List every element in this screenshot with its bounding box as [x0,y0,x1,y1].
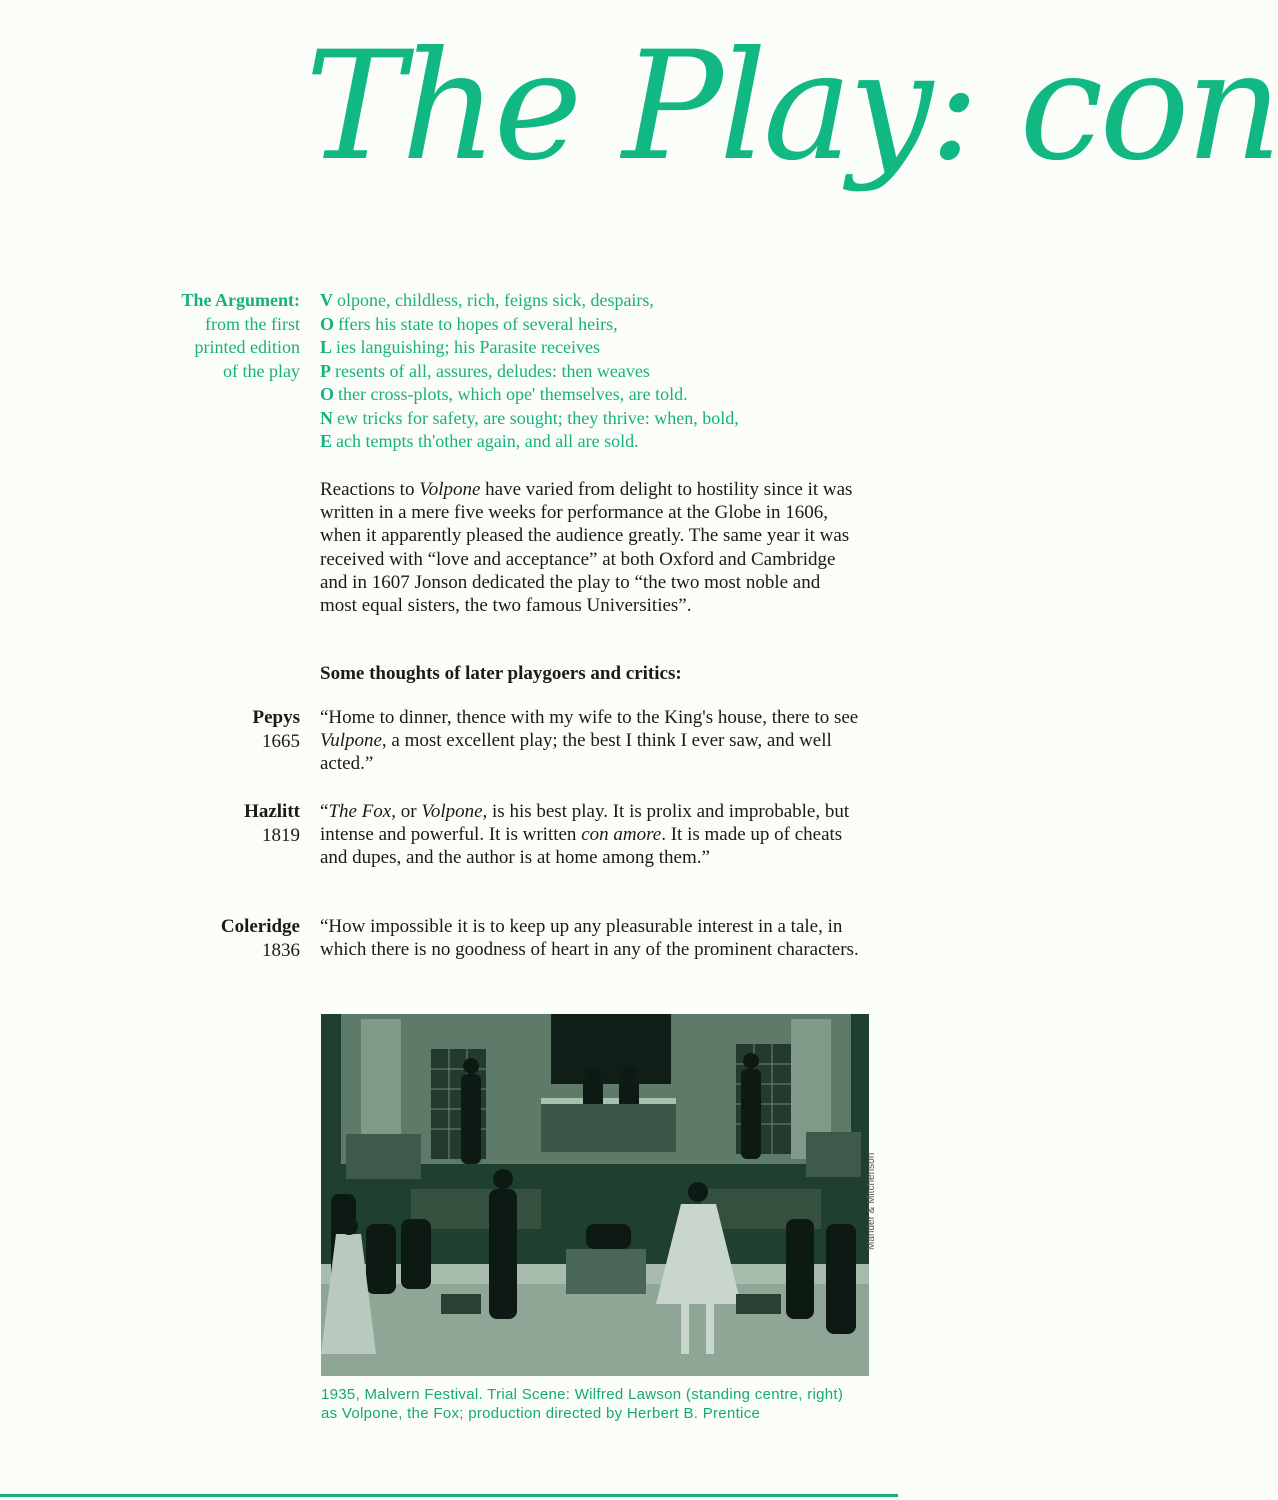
acrostic-line [320,289,880,313]
quote-text: , a most excellent play; the best I think I ever saw, and well acted.” [320,730,832,775]
intro-text: Reactions to [320,479,420,500]
argument-subline: printed edition [194,337,300,357]
critic-quote [320,800,865,870]
acrostic-text: ach tempts th'other again, and all are sold. [336,431,639,451]
intro-text: have varied from delight to hostility since it was written in a mere five weeks for performance at the Globe in 1606, when it apparently pleased the audience greatly. The same year it was received with “love and acceptance” at both Oxford and Cambridge and in 1607 Jonson dedicated the play to “the two most noble and most equal sisters, the two famous Universities”. [320,479,853,617]
acrostic-initial: P [320,360,331,381]
intro-paragraph [320,478,860,617]
critics-subheading: Some thoughts of later playgoers and critics: [320,663,682,684]
acrostic-initial: O [320,384,335,404]
quote-text: . It is made up of cheats and dupes, and the author is at home among them.” [320,824,843,869]
critic-year: 1836 [262,940,300,961]
argument-subline: of the play [223,360,300,381]
argument-heading: The Argument: [181,290,300,310]
page-title: The Play: con [305,20,1278,194]
critic-quote: “How impossible it is to keep up any pleasurable interest in a tale, in which there is no goodness of heart in any of the prominent characters. [320,916,859,961]
quote-italic: con amore [581,824,662,846]
quote-italic: Volpone [421,801,483,822]
stage-scene-illustration [321,1014,869,1376]
quote-text: “ [320,801,329,822]
acrostic-line [320,383,880,407]
acrostic-text: ies languishing; his Parasite receives [336,337,600,357]
argument-label [110,289,300,383]
quote-italic: The Fox [328,801,392,822]
critic-name: Coleridge [220,916,300,937]
acrostic-initial: O [320,313,335,334]
acrostic-initial: V [320,290,333,310]
bottom-divider [0,1494,898,1497]
argument-subline: from the first [205,313,300,334]
argument-acrostic [320,289,880,454]
quote-text: , or [391,801,422,822]
quote-text: , is his best play. It is prolix and improbable, but intense and powerful. It is written [320,801,850,846]
quote-text: “Home to dinner, thence with my wife to the King's house, there to see [320,707,859,728]
stage-photograph [321,1014,869,1376]
acrostic-text: ew tricks for safety, are sought; they thrive: when, bold, [337,407,739,428]
quote-italic: Vulpone [320,730,382,752]
critic-year: 1665 [262,731,300,752]
photo-caption: 1935, Malvern Festival. Trial Scene: Wilfred Lawson (standing centre, right) as Volpone, the Fox; production directed by Herbert B. Prentice [321,1386,844,1422]
acrostic-text: ther cross-plots, which ope' themselves, are told. [338,384,688,404]
critic-name: Pepys [252,707,300,728]
acrostic-line [320,407,880,431]
acrostic-initial: L [320,337,333,357]
acrostic-line [320,336,880,360]
acrostic-text: olpone, childless, rich, feigns sick, despairs, [337,290,654,310]
acrostic-text: ffers his state to hopes of several heirs, [338,313,618,334]
acrostic-line [320,360,880,384]
critic-year: 1819 [262,825,300,846]
acrostic-initial: N [320,407,333,428]
acrostic-text: resents of all, assures, deludes: then weaves [335,360,650,381]
photo-credit: Mander & Mitchenson [866,1152,877,1250]
critic-name: Hazlitt [244,801,300,822]
acrostic-line [320,313,880,337]
acrostic-initial: E [320,431,333,451]
critic-quote [320,706,865,776]
acrostic-line [320,430,880,454]
intro-italic: Volpone [419,479,481,500]
